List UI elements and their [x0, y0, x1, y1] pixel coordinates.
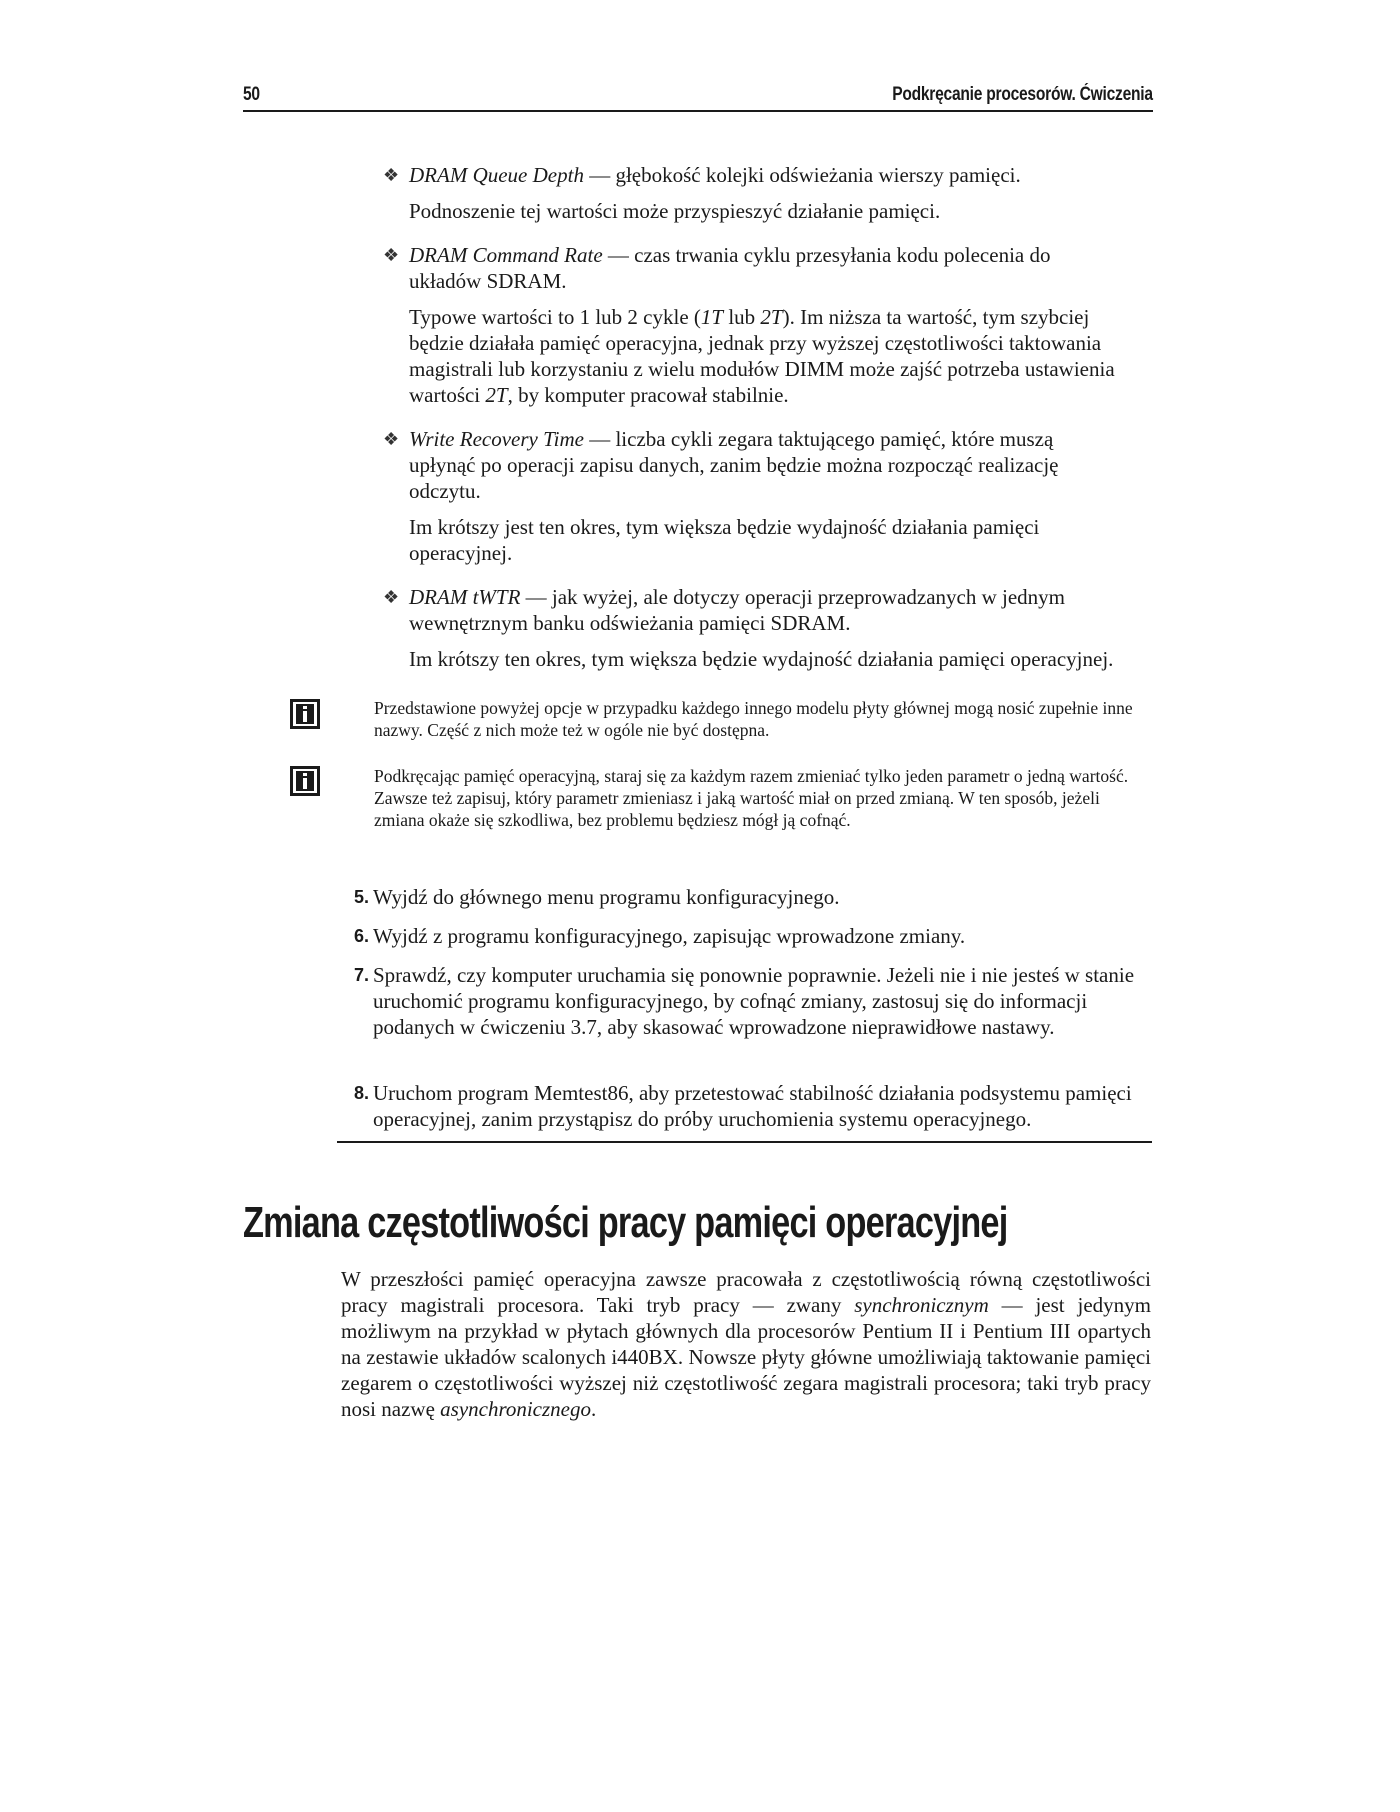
para-term: synchronicznym: [854, 1293, 989, 1317]
para-term: asynchronicznego: [440, 1397, 591, 1421]
para-text: W przeszłości pamięć operacyjna zawsze pracowała z częstotliwością równą częstotliwości pracy magistrali procesora. Taki tryb pracy — zwany: [341, 1267, 1151, 1317]
detail-term: 2T: [485, 383, 508, 407]
step-item: [345, 962, 1150, 1040]
step-number: 6.: [353, 926, 369, 946]
section-paragraph: [341, 1266, 1151, 1422]
bullet-desc: — głębokość kolejki odświeżania wierszy pamięci.: [583, 163, 1021, 187]
bullet-item: [383, 584, 1143, 672]
diamond-bullet-icon: ❖: [383, 165, 400, 185]
bullet-term: DRAM Queue Depth: [409, 163, 584, 187]
note-text: Przedstawione powyżej opcje w przypadku każdego innego modelu płyty głównej mogą nosić zupełnie inne nazwy. Część z nich może też w ogóle nie być dostępna.: [374, 698, 1133, 740]
para-text: — jest jedynym możliwym na przykład w płytach głównych dla procesorów Pentium II i Pentium III opartych na zestawie układów scalonych i440BX. Nowsze płyty główne umożliwiają taktowanie pamięci zegarem o częstotliwości wyższej niż częstotliwość zegara magistrali procesora; taki tryb pracy nosi nazwę: [341, 1293, 1151, 1421]
detail-text: , by komputer pracował stabilnie.: [507, 383, 789, 407]
diamond-bullet-icon: ❖: [383, 587, 400, 607]
bullet-term: Write Recovery Time: [409, 427, 584, 451]
detail-text: Typowe wartości to 1 lub 2 cykle (: [409, 305, 701, 329]
detail-text: ). Im niższa ta wartość, tym szybciej będzie działała pamięć operacyjna, jednak przy wyższej częstotliwości taktowania magistrali lub korzystaniu z wielu modułów DIMM może zajść potrzeba ustawienia wartości: [409, 305, 1115, 407]
bullet-item: [383, 162, 1143, 224]
detail-term: 2T: [760, 305, 783, 329]
step-text: Uruchom program Memtest86, aby przetestować stabilność działania podsystemu pamięci operacyjnej, zanim przystąpisz do próby uruchomienia systemu operacyjnego.: [373, 1081, 1132, 1131]
step-number: 5.: [353, 887, 369, 907]
step-text: Wyjdź z programu konfiguracyjnego, zapisując wprowadzone zmiany.: [373, 924, 966, 948]
bullet-term: DRAM tWTR: [409, 585, 521, 609]
step-number: 8.: [353, 1083, 369, 1103]
info-note-icon: [290, 699, 320, 729]
bullet-term: DRAM Command Rate: [409, 243, 603, 267]
bullet-item: [383, 426, 1143, 566]
note-text: Podkręcając pamięć operacyjną, staraj się za każdym razem zmieniać tylko jeden parametr o jedną wartość. Zawsze też zapisuj, który parametr zmieniasz i jaką wartość miał on przed zmianą. W ten sposób, jeżeli zmiana okaże się szkodliwa, bez problemu będziesz mógł ją cofnąć.: [374, 766, 1129, 830]
bullet-desc: — liczba cykli zegara taktującego pamięć, które muszą upłynąć po operacji zapisu danych, zanim będzie można rozpocząć realizację odczytu.: [409, 427, 1059, 503]
bullet-detail: Im krótszy ten okres, tym większa będzie wydajność działania pamięci operacyjnej.: [409, 647, 1114, 671]
bullet-desc: — jak wyżej, ale dotyczy operacji przeprowadzanych w jednym wewnętrznym banku odświeżania pamięci SDRAM.: [409, 585, 1066, 635]
bullet-desc: — czas trwania cyklu przesyłania kodu polecenia do układów SDRAM.: [409, 243, 1051, 293]
detail-term: 1T: [700, 305, 724, 329]
step-text: Sprawdź, czy komputer uruchamia się ponownie poprawnie. Jeżeli nie i nie jesteś w stanie uruchomić programu konfiguracyjnego, by cofnąć zmiany, zastosuj się do informacji podanych w ćwiczeniu 3.7, aby skasować wprowadzone nieprawidłowe nastawy.: [373, 963, 1135, 1039]
bullet-detail: Im krótszy jest ten okres, tym większa będzie wydajność działania pamięci operacyjnej.: [409, 515, 1040, 565]
bullet-item: [383, 242, 1143, 408]
bullet-detail: [409, 304, 1139, 408]
diamond-bullet-icon: ❖: [383, 429, 400, 449]
para-text: .: [591, 1397, 597, 1421]
info-note-icon: [290, 766, 320, 796]
step-item: [345, 923, 1150, 949]
step-item: [345, 884, 1150, 910]
diamond-bullet-icon: ❖: [383, 245, 400, 265]
running-title: Podkręcanie procesorów. Ćwiczenia: [892, 84, 1153, 105]
page-header: [243, 84, 1153, 112]
step-text: Wyjdź do głównego menu programu konfiguracyjnego.: [373, 885, 840, 909]
step-item: [345, 1080, 1150, 1132]
page-number: 50: [243, 84, 260, 105]
bullet-detail: Podnoszenie tej wartości może przyspieszyć działanie pamięci.: [409, 199, 941, 223]
step-number: 7.: [353, 965, 369, 985]
detail-text: lub: [723, 305, 761, 329]
divider: [337, 1141, 1152, 1143]
section-title: Zmiana częstotliwości pracy pamięci operacyjnej: [243, 1198, 1008, 1247]
